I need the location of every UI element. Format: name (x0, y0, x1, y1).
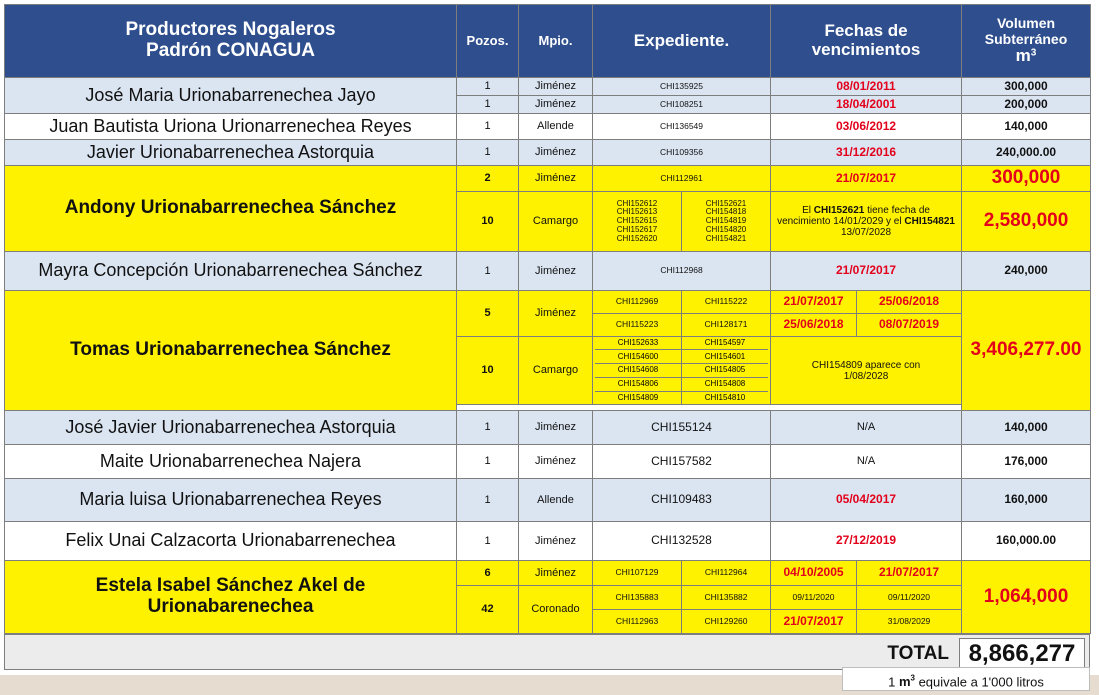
fecha-cell: N/A (771, 445, 962, 479)
header-volumen (962, 5, 1091, 78)
expediente-item: CHI154805 (682, 364, 769, 378)
expediente-item: CHI154809 (595, 391, 682, 404)
note-suffix: equivale a 1'000 litros (914, 674, 1044, 690)
conversion-note (842, 667, 1090, 691)
header-fechas-line2: vencimientos (811, 40, 921, 59)
fecha-cell: 25/06/2018 (857, 291, 962, 314)
fecha-cell: N/A (771, 411, 962, 445)
header-volumen-line2: Subterráneo (984, 30, 1068, 47)
expediente-cell: CHI136549 (593, 114, 771, 140)
volumen-cell: 160,000 (962, 479, 1091, 522)
note-text: 13/07/2028 (840, 227, 892, 238)
expediente-item: CHI154597 (682, 337, 769, 350)
table-row (5, 411, 1091, 445)
fecha-cell: 08/07/2019 (857, 314, 962, 337)
expediente-cell: CHI135883 (593, 586, 682, 610)
header-volumen-line1: Volumen (996, 15, 1056, 32)
pozos-cell: 1 (457, 140, 519, 166)
expediente-cell: CHI112963 (593, 610, 682, 634)
volumen-cell: 1,064,000 (962, 561, 1091, 634)
note-exp: 3 (910, 674, 915, 683)
total-label: TOTAL (887, 643, 949, 664)
fecha-cell: 04/10/2005 (771, 561, 857, 586)
header-expediente: Expediente. (593, 5, 771, 78)
header-row (5, 5, 1091, 78)
mpio-cell: Jiménez (519, 96, 593, 114)
mpio-cell: Jiménez (519, 252, 593, 291)
volumen-cell: 300,000 (962, 78, 1091, 96)
fecha-cell: 21/07/2017 (771, 166, 962, 192)
table-row (5, 445, 1091, 479)
volumen-cell: 300,000 (962, 166, 1091, 192)
header-volumen-unit: m (1015, 46, 1031, 66)
header-fechas-line1: Fechas de (824, 21, 908, 41)
volumen-cell: 140,000 (962, 114, 1091, 140)
expediente-cell: CHI112969 (593, 291, 682, 314)
expediente-cell: CHI115223 (593, 314, 682, 337)
expediente-item: CHI154806 (595, 377, 682, 391)
pozos-cell: 1 (457, 252, 519, 291)
fecha-cell: 27/12/2019 (771, 522, 962, 561)
pozos-cell: 1 (457, 522, 519, 561)
header-volumen-exp: 3 (1030, 47, 1037, 59)
pozos-cell: 10 (457, 192, 519, 252)
mpio-cell: Allende (519, 114, 593, 140)
volumen-cell: 240,000 (962, 252, 1091, 291)
producer-name: Javier Urionabarrenechea Astorquia (5, 140, 457, 166)
expediente-cell: CHI112968 (593, 252, 771, 291)
producer-name: Maria luisa Urionabarrenechea Reyes (5, 479, 457, 522)
title-line2: Padrón CONAGUA (146, 40, 315, 61)
expediente-cell: CHI109356 (593, 140, 771, 166)
table-row (5, 479, 1091, 522)
expediente-item: CHI154819 (705, 216, 747, 226)
expediente-item: CHI152620 (616, 233, 658, 243)
producer-name: José Javier Urionabarrenechea Astorquia (5, 411, 457, 445)
fecha-cell: 31/08/2029 (857, 610, 962, 634)
table-row (5, 522, 1091, 561)
pozos-cell: 1 (457, 445, 519, 479)
expediente-cell: CHI115222 (682, 291, 771, 314)
expediente-item: CHI152612 (616, 198, 658, 208)
expediente-list (593, 192, 682, 252)
volumen-cell: 3,406,277.00 (962, 291, 1091, 411)
note-prefix: 1 (888, 674, 899, 690)
producer-name: José Maria Urionabarrenechea Jayo (5, 78, 457, 114)
pozos-cell: 6 (457, 561, 519, 586)
volumen-cell: 2,580,000 (962, 192, 1091, 252)
fecha-cell: 08/01/2011 (771, 78, 962, 96)
fecha-cell: 21/07/2017 (771, 610, 857, 634)
table-row (5, 140, 1091, 166)
producer-name: Mayra Concepción Urionabarrenechea Sánchez (5, 252, 457, 291)
mpio-cell: Camargo (519, 192, 593, 252)
expediente-cell: CHI135925 (593, 78, 771, 96)
mpio-cell: Jiménez (519, 78, 593, 96)
mpio-cell: Allende (519, 479, 593, 522)
expediente-list (682, 192, 771, 252)
header-fechas (771, 5, 962, 78)
mpio-cell: Jiménez (519, 140, 593, 166)
title-cell (5, 5, 457, 78)
fecha-cell: 09/11/2020 (857, 586, 962, 610)
padron-table (4, 4, 1091, 634)
expediente-item: CHI154600 (595, 350, 682, 364)
fecha-note (771, 192, 962, 252)
expediente-item: CHI154808 (682, 377, 769, 391)
mpio-cell: Camargo (519, 337, 593, 405)
producer-name-line1: Estela Isabel Sánchez Akel de (95, 575, 366, 597)
expediente-item: CHI154820 (705, 224, 747, 234)
expediente-item: CHI152613 (616, 207, 658, 217)
note-text: El (802, 205, 814, 216)
table-row (5, 114, 1091, 140)
note-unit: m (898, 674, 911, 690)
expediente-grid (593, 337, 771, 405)
mpio-cell: Jiménez (519, 445, 593, 479)
expediente-cell: CHI108251 (593, 96, 771, 114)
fecha-cell: 25/06/2018 (771, 314, 857, 337)
note-expediente: CHI154821 (904, 216, 955, 227)
producer-name: Juan Bautista Uriona Urionarrenechea Reyes (5, 114, 457, 140)
fecha-cell: 21/07/2017 (771, 252, 962, 291)
pozos-cell: 5 (457, 291, 519, 337)
mpio-cell: Jiménez (519, 411, 593, 445)
fecha-cell: 09/11/2020 (771, 586, 857, 610)
volumen-cell: 160,000.00 (962, 522, 1091, 561)
mpio-cell: Jiménez (519, 561, 593, 586)
pozos-cell: 2 (457, 166, 519, 192)
expediente-cell: CHI112964 (682, 561, 771, 586)
expediente-cell: CHI109483 (593, 479, 771, 522)
expediente-item: CHI154821 (705, 233, 747, 243)
producer-name-line2: Urionabarenechea (147, 596, 314, 617)
volumen-cell: 240,000.00 (962, 140, 1091, 166)
expediente-item: CHI154818 (705, 207, 747, 217)
expediente-item: CHI152621 (705, 198, 747, 208)
volumen-cell: 176,000 (962, 445, 1091, 479)
expediente-item: CHI154810 (682, 391, 769, 404)
fecha-cell: 21/07/2017 (771, 291, 857, 314)
fecha-cell: 05/04/2017 (771, 479, 962, 522)
header-mpio: Mpio. (519, 5, 593, 78)
title-line1: Productores Nogaleros (125, 19, 336, 41)
pozos-cell: 1 (457, 114, 519, 140)
expediente-cell: CHI128171 (682, 314, 771, 337)
producer-name (5, 561, 457, 634)
expediente-cell: CHI112961 (593, 166, 771, 192)
expediente-item: CHI152615 (616, 216, 658, 226)
mpio-cell: Coronado (519, 586, 593, 634)
expediente-cell: CHI135882 (682, 586, 771, 610)
mpio-cell: Jiménez (519, 291, 593, 337)
volumen-cell: 200,000 (962, 96, 1091, 114)
pozos-cell: 1 (457, 411, 519, 445)
table-row (5, 291, 1091, 314)
pozos-cell: 1 (457, 479, 519, 522)
pozos-cell: 1 (457, 96, 519, 114)
mpio-cell: Jiménez (519, 522, 593, 561)
expediente-cell: CHI155124 (593, 411, 771, 445)
table-row (5, 252, 1091, 291)
expediente-item: CHI154608 (595, 364, 682, 378)
mpio-cell: Jiménez (519, 166, 593, 192)
expediente-cell: CHI157582 (593, 445, 771, 479)
table-row (5, 166, 1091, 192)
producer-name: Tomas Urionabarrenechea Sánchez (5, 291, 457, 411)
note-expediente: CHI152621 (813, 205, 865, 216)
note-text: tiene fecha de vencimiento 14/01/2029 y el (777, 205, 930, 227)
expediente-item: CHI154601 (682, 350, 769, 364)
producer-name: Felix Unai Calzacorta Urionabarrenechea (5, 522, 457, 561)
header-pozos: Pozos. (457, 5, 519, 78)
table-row (5, 561, 1091, 586)
table-row (5, 78, 1091, 96)
expediente-item: CHI152633 (595, 337, 682, 350)
fecha-cell: 18/04/2001 (771, 96, 962, 114)
pozos-cell: 10 (457, 337, 519, 405)
fecha-cell: 21/07/2017 (857, 561, 962, 586)
fecha-cell: 31/12/2016 (771, 140, 962, 166)
expediente-subtable (595, 337, 768, 404)
volumen-cell: 140,000 (962, 411, 1091, 445)
total-value: 8,866,277 (959, 638, 1085, 668)
total-row (4, 634, 1090, 670)
expediente-item: CHI152617 (616, 224, 658, 234)
expediente-cell: CHI107129 (593, 561, 682, 586)
pozos-cell: 42 (457, 586, 519, 634)
producer-name: Andony Urionabarrenechea Sánchez (5, 166, 457, 252)
expediente-cell: CHI129260 (682, 610, 771, 634)
fecha-cell: 03/06/2012 (771, 114, 962, 140)
expediente-cell: CHI132528 (593, 522, 771, 561)
producer-name: Maite Urionabarrenechea Najera (5, 445, 457, 479)
pozos-cell: 1 (457, 78, 519, 96)
fecha-note: CHI154809 aparece con 1/08/2028 (771, 337, 962, 405)
